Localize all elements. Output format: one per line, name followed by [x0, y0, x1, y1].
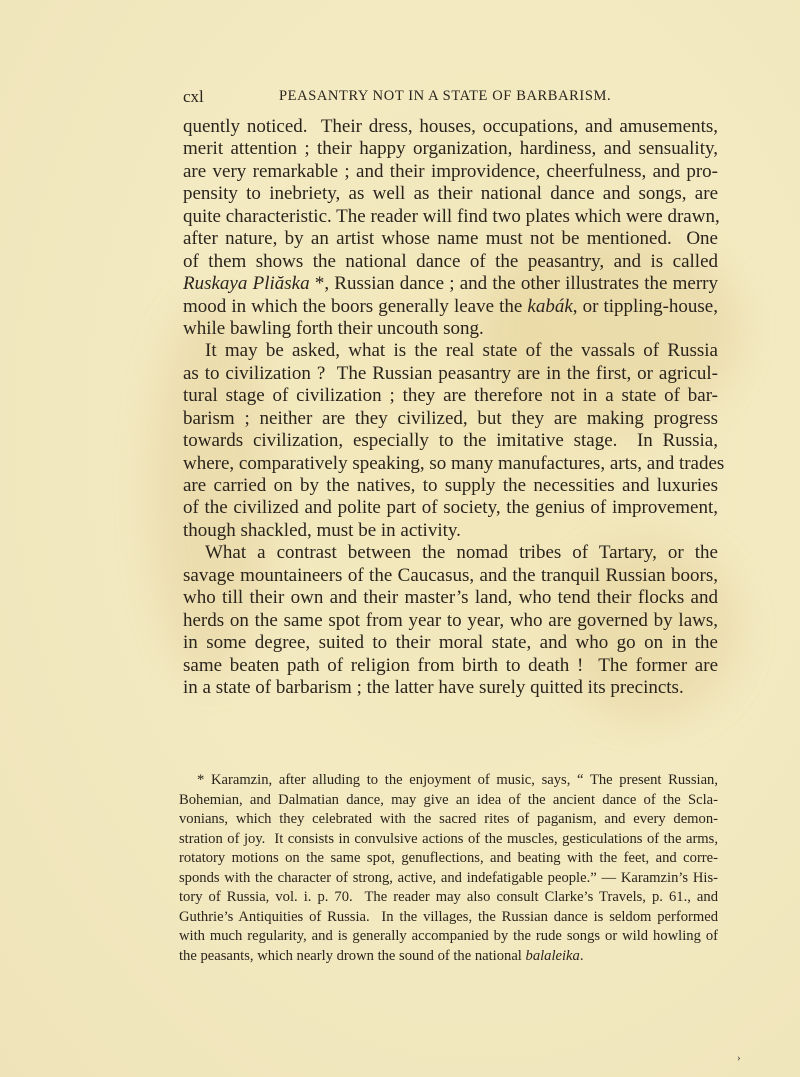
text-line	[183, 363, 718, 385]
text-segment: herds on the same spot from year to year, who are governed by laws,	[183, 609, 718, 631]
text-line	[183, 520, 718, 542]
text-line	[183, 251, 718, 273]
text-segment: though shackled, must be in activity.	[183, 519, 461, 541]
body-text	[183, 116, 725, 699]
text-line	[183, 340, 718, 362]
text-segment: the peasants, which nearly drown the sound of the national	[179, 947, 526, 964]
page-number: cxl	[183, 87, 204, 106]
text-segment: towards civilization, especially to the imitative stage. In Russia,	[183, 430, 718, 452]
text-segment: same beaten path of religion from birth to death ! The former are	[183, 654, 718, 676]
text-segment: What a contrast between the nomad tribes of Tartary, or the	[205, 542, 718, 564]
page-mark: ›	[737, 1052, 741, 1064]
text-segment: quently noticed. Their dress, houses, occupations, and amusements,	[183, 116, 718, 137]
footnote-line	[179, 869, 718, 889]
text-segment: Guthrie’s Antiquities of Russia. In the villages, the Russian dance is seldom performed	[179, 908, 718, 925]
text-line	[183, 677, 718, 699]
text-line	[183, 632, 718, 654]
text-line	[183, 161, 718, 183]
footnote-line	[179, 947, 718, 967]
italic-text: kabák	[527, 295, 573, 317]
text-segment: are very remarkable ; and their improvidence, cheerfulness, and pro-	[183, 160, 718, 182]
italic-text: balaleika	[525, 947, 580, 964]
text-segment: stration of joy. It consists in convulsive actions of the muscles, gesticulations of the arms,	[179, 830, 718, 847]
text-segment: while bawling forth their uncouth song.	[183, 317, 484, 339]
text-line	[183, 408, 718, 430]
text-line	[183, 452, 725, 475]
text-segment: tural stage of civilization ; they are therefore not in a state of bar-	[183, 385, 718, 407]
text-line	[183, 206, 718, 228]
text-segment: tory of Russia, vol. i. p. 70. The reader may also consult Clarke’s Travels, p. 61., and	[179, 889, 718, 905]
footnote-line	[179, 771, 718, 791]
text-segment: who till their own and their master’s land, who tend their flocks and	[183, 587, 718, 609]
text-segment: in a state of barbarism ; the latter have surely quitted its precincts.	[183, 676, 684, 698]
text-segment: * Karamzin, after alluding to the enjoyment of music, says, “ The present Russian,	[197, 772, 718, 788]
footnote-line	[179, 927, 718, 947]
text-segment: with much regularity, and is generally accompanied by the rude songs or wild howling of	[179, 928, 718, 944]
text-segment: where, comparatively speaking, so many manufactures, arts, and trades	[183, 452, 725, 474]
text-line	[183, 385, 718, 407]
text-line	[183, 610, 718, 632]
footnote-line	[179, 908, 718, 928]
page-header	[183, 87, 718, 111]
text-line	[183, 497, 718, 519]
text-line	[183, 587, 718, 609]
text-segment: .	[579, 947, 584, 964]
italic-text: Ruskaya Pliăska	[183, 273, 310, 295]
footnote-line	[179, 888, 718, 908]
text-segment: , or tippling-house,	[572, 295, 718, 317]
text-segment: Bohemian, and Dalmatian dance, may give an idea of the ancient dance of the Scla-	[179, 791, 718, 808]
text-segment: of them shows the national dance of the peasantry, and is called	[183, 250, 718, 272]
text-line	[183, 116, 718, 138]
text-line	[183, 542, 718, 564]
text-segment: merit attention ; their happy organization, hardiness, and sensuality,	[183, 138, 718, 160]
footnote-line	[179, 849, 718, 869]
text-segment: in some degree, suited to their moral state, and who go on in the	[183, 632, 718, 654]
text-segment: after nature, by an artist whose name must not be mentioned. One	[183, 228, 718, 250]
text-segment: as to civilization ? The Russian peasantry are in the first, or agricul-	[183, 362, 718, 384]
running-title: PEASANTRY NOT IN A STATE OF BARBARISM.	[279, 88, 612, 104]
text-line	[183, 655, 718, 677]
text-segment: rotatory motions on the same spot, genuflections, and beating with the feet, and corre-	[179, 850, 718, 866]
text-segment: savage mountaineers of the Caucasus, and the tranquil Russian boors,	[183, 564, 718, 586]
text-segment: *, Russian dance ; and the other illustrates the merry	[309, 273, 719, 295]
text-line	[183, 273, 718, 295]
text-line	[183, 475, 718, 497]
text-segment: are carried on by the natives, to supply the necessities and luxuries	[183, 475, 718, 496]
text-segment: barism ; neither are they civilized, but they are making progress	[183, 407, 718, 429]
footnote-line	[179, 810, 718, 830]
text-segment: of the civilized and polite part of society, the genius of improvement,	[183, 497, 718, 519]
footnote-line	[179, 830, 718, 850]
text-line	[183, 296, 718, 318]
text-line	[183, 565, 718, 587]
text-line	[183, 318, 718, 340]
text-segment: quite characteristic. The reader will find two plates which were drawn,	[183, 205, 720, 227]
text-segment: It may be asked, what is the real state of the vassals of Russia	[205, 340, 718, 362]
text-segment: mood in which the boors generally leave the	[183, 295, 528, 317]
text-line	[183, 138, 718, 160]
text-segment: sponds with the character of strong, active, and indefatigable people.” — Karamzin’s His-	[179, 869, 718, 886]
footnote	[179, 771, 718, 966]
text-segment: vonians, which they celebrated with the sacred rites of paganism, and every demon-	[179, 811, 718, 827]
footnote-line	[179, 791, 718, 811]
text-line	[183, 430, 718, 452]
text-line	[183, 228, 718, 250]
text-line	[183, 183, 718, 205]
text-segment: pensity to inebriety, as well as their national dance and songs, are	[183, 183, 718, 205]
